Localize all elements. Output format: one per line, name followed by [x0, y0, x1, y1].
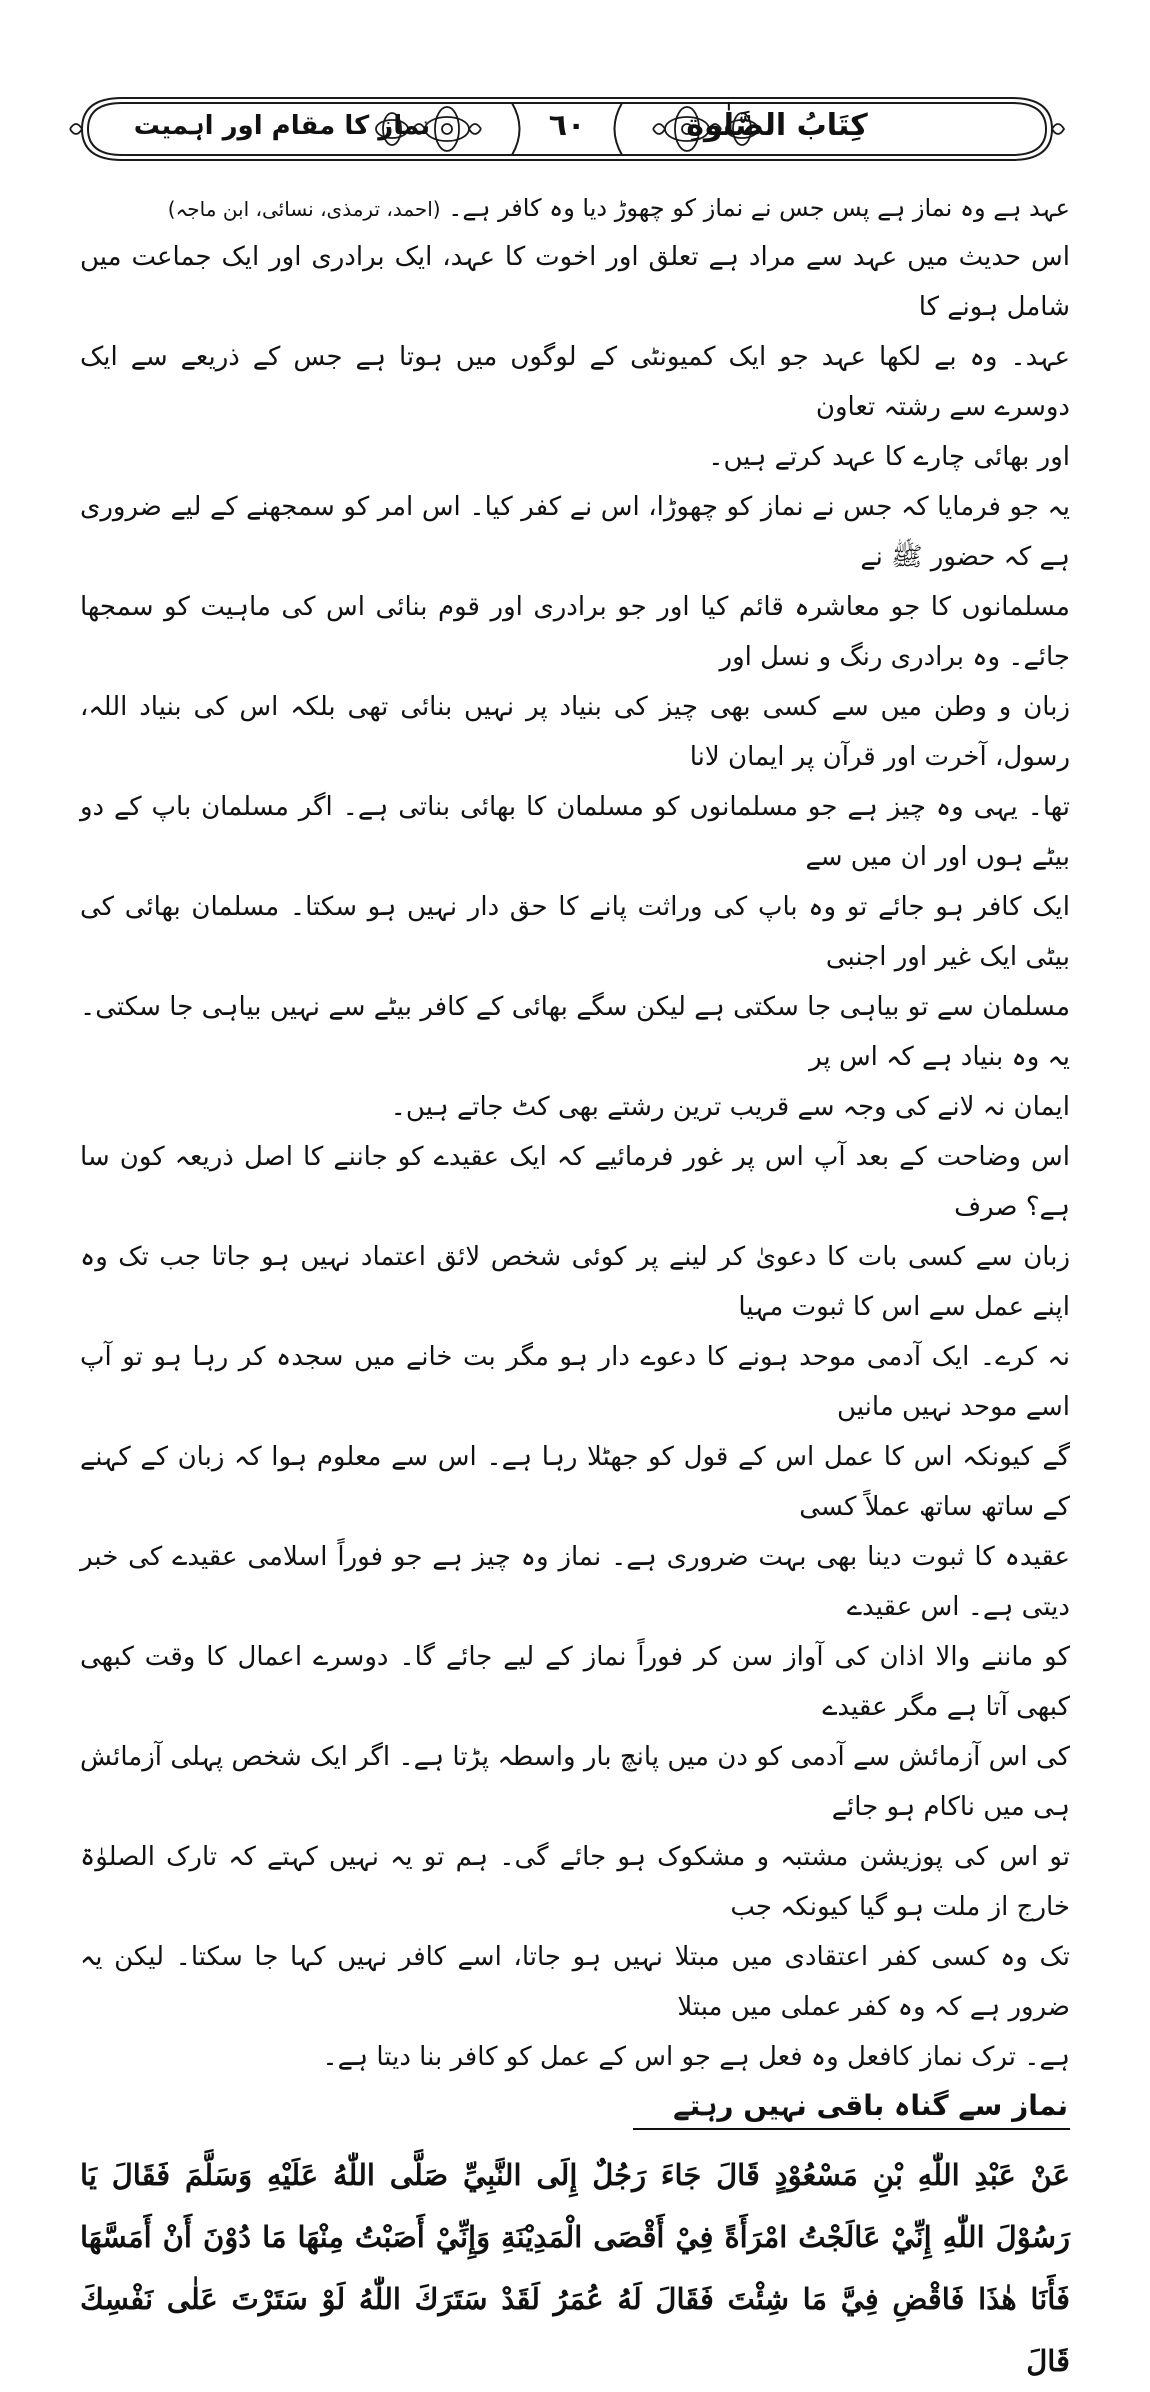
text-line: نہ کرے۔ ایک آدمی موحد ہونے کا دعوے دار ہو مگر بت خانے میں سجدہ کر رہا ہو تو آپ اسے موحد نہیں مانیں — [80, 1342, 1070, 1422]
hadith-reference: (احمد، ترمذی، نسائی، ابن ماجہ) — [167, 197, 441, 221]
page-header — [62, 88, 1072, 170]
page-number: ٦٠ — [548, 108, 586, 143]
arabic-line: فَأَنَا هٰذَا فَاقْضِ فِيَّ مَا شِئْتَ فَقَالَ لَهُ عُمَرُ لَقَدْ سَتَرَكَ اللّٰهُ لَوْ سَتَرْتَ عَلٰى نَفْسِكَ قَالَ — [80, 2282, 1070, 2378]
arabic-hadith-text — [80, 2144, 1070, 2392]
text-line: ایمان نہ لانے کی وجہ سے قریب ترین رشتے بھی کٹ جاتے ہیں۔ — [390, 1092, 1070, 1122]
text-line: زبان و وطن میں سے کسی بھی چیز کی بنیاد پر نہیں بنائی تھی بلکہ اس کی بنیاد اللہ، رسول، آخرت اور قرآن پر ایمان لانا — [80, 692, 1070, 772]
hadith-translation-end — [80, 185, 1070, 232]
text-line: عہد۔ وہ بے لکھا عہد جو ایک کمیونٹی کے لوگوں میں ہوتا ہے جس کے ذریعے سے ایک دوسرے سے رشتہ تعاون — [80, 342, 1070, 422]
arabic-line: عَنْ عَبْدِ اللّٰهِ بْنِ مَسْعُوْدٍ قَالَ جَاءَ رَجُلٌ إِلَى النَّبِيِّ صَلَّى اللّٰهُ عَلَيْهِ وَسَلَّمَ فَقَالَ يَا — [80, 2158, 1070, 2192]
translation-text: عہد ہے وہ نماز ہے پس جس نے نماز کو چھوڑ دیا وہ کافر ہے۔ — [448, 194, 1070, 222]
text-line: گے کیونکہ اس کا عمل اس کے قول کو جھٹلا رہا ہے۔ اس سے معلوم ہوا کہ زبان کے کہنے کے ساتھ ساتھ عملاً کسی — [80, 1442, 1070, 1522]
text-line: کی اس آزمائش سے آدمی کو دن میں پانچ بار واسطہ پڑتا ہے۔ اگر ایک شخص پہلی آزمائش ہی میں ناکام ہو جائے — [80, 1742, 1070, 1822]
text-line: تک وہ کسی کفر اعتقادی میں مبتلا نہیں ہو جاتا، اسے کافر نہیں کہا جا سکتا۔ لیکن یہ ضرور ہے کہ وہ کفر عملی میں مبتلا — [80, 1942, 1070, 2022]
text-line: اور بھائی چارے کا عہد کرتے ہیں۔ — [708, 442, 1070, 472]
text-line: مسلمان سے تو بیاہی جا سکتی ہے لیکن سگے بھائی کے کافر بیٹے سے نہیں بیاہی جا سکتی۔ یہ وہ بنیاد ہے کہ اس پر — [80, 992, 1070, 1072]
text-line: تھا۔ یہی وہ چیز ہے جو مسلمانوں کو مسلمان کا بھائی بناتی ہے۔ اگر مسلمان باپ کے دو بیٹے ہوں اور ان میں سے — [80, 792, 1070, 872]
book-title: كِتَابُ الصَّلٰوةِ — [686, 108, 868, 143]
text-line: ایک کافر ہو جائے تو وہ باپ کی وراثت پانے کا حق دار نہیں ہو سکتا۔ مسلمان بھائی کی بیٹی ایک غیر اور اجنبی — [80, 892, 1070, 972]
chapter-title: نماز کا مقام اور اہمیت — [133, 111, 431, 141]
paragraph — [80, 482, 1070, 1132]
text-line: زبان سے کسی بات کا دعویٰ کر لینے پر کوئی شخص لائق اعتماد نہیں ہو جاتا جب تک وہ اپنے عمل سے اس کا ثبوت مہیا — [80, 1242, 1070, 1322]
text-line: کو ماننے والا اذان کی آواز سن کر فوراً نماز کے لیے جائے گا۔ دوسرے اعمال کا وقت کبھی کبھی آتا ہے مگر عقیدے — [80, 1642, 1070, 1722]
arabic-line: رَسُوْلَ اللّٰهِ إِنِّيْ عَالَجْتُ امْرَأَةً فِيْ أَقْصَى الْمَدِيْنَةِ وَإِنِّيْ أَصَبْتُ مِنْهَا مَا دُوْنَ أَنْ أَمَسَّهَا — [80, 2220, 1070, 2254]
paragraph — [80, 232, 1070, 482]
text-line: عقیدہ کا ثبوت دینا بھی بہت ضروری ہے۔ نماز وہ چیز ہے جو فوراً اسلامی عقیدے کی خبر دیتی ہے۔ اس عقیدے — [80, 1542, 1070, 1622]
text-line: یہ جو فرمایا کہ جس نے نماز کو چھوڑا، اس نے کفر کیا۔ اس امر کو سمجھنے کے لیے ضروری ہے کہ حضور ﷺ نے — [80, 492, 1070, 572]
text-line: اس وضاحت کے بعد آپ اس پر غور فرمائیے کہ ایک عقیدے کو جاننے کا اصل ذریعہ کون سا ہے؟ صرف — [80, 1142, 1070, 1222]
page-body — [80, 185, 1070, 2392]
text-line: ہے۔ ترک نماز کافعل وہ فعل ہے جو اس کے عمل کو کافر بنا دیتا ہے۔ — [322, 2042, 1070, 2072]
paragraph — [80, 1132, 1070, 2082]
text-line: اس حدیث میں عہد سے مراد ہے تعلق اور اخوت کا عہد، ایک برادری اور ایک جماعت میں شامل ہونے کا — [80, 242, 1070, 322]
subheading-row — [80, 2086, 1070, 2130]
section-subheading: نماز سے گناہ باقی نہیں رہتے — [633, 2086, 1070, 2130]
text-line: تو اس کی پوزیشن مشتبہ و مشکوک ہو جائے گی۔ ہم تو یہ نہیں کہتے کہ تارک الصلوٰۃ خارج از ملت ہو گیا کیونکہ جب — [80, 1842, 1070, 1922]
text-line: مسلمانوں کا جو معاشرہ قائم کیا اور جو برادری اور قوم بنائی اس کی ماہیت کو سمجھا جائے۔ وہ برادری رنگ و نسل اور — [80, 592, 1070, 672]
